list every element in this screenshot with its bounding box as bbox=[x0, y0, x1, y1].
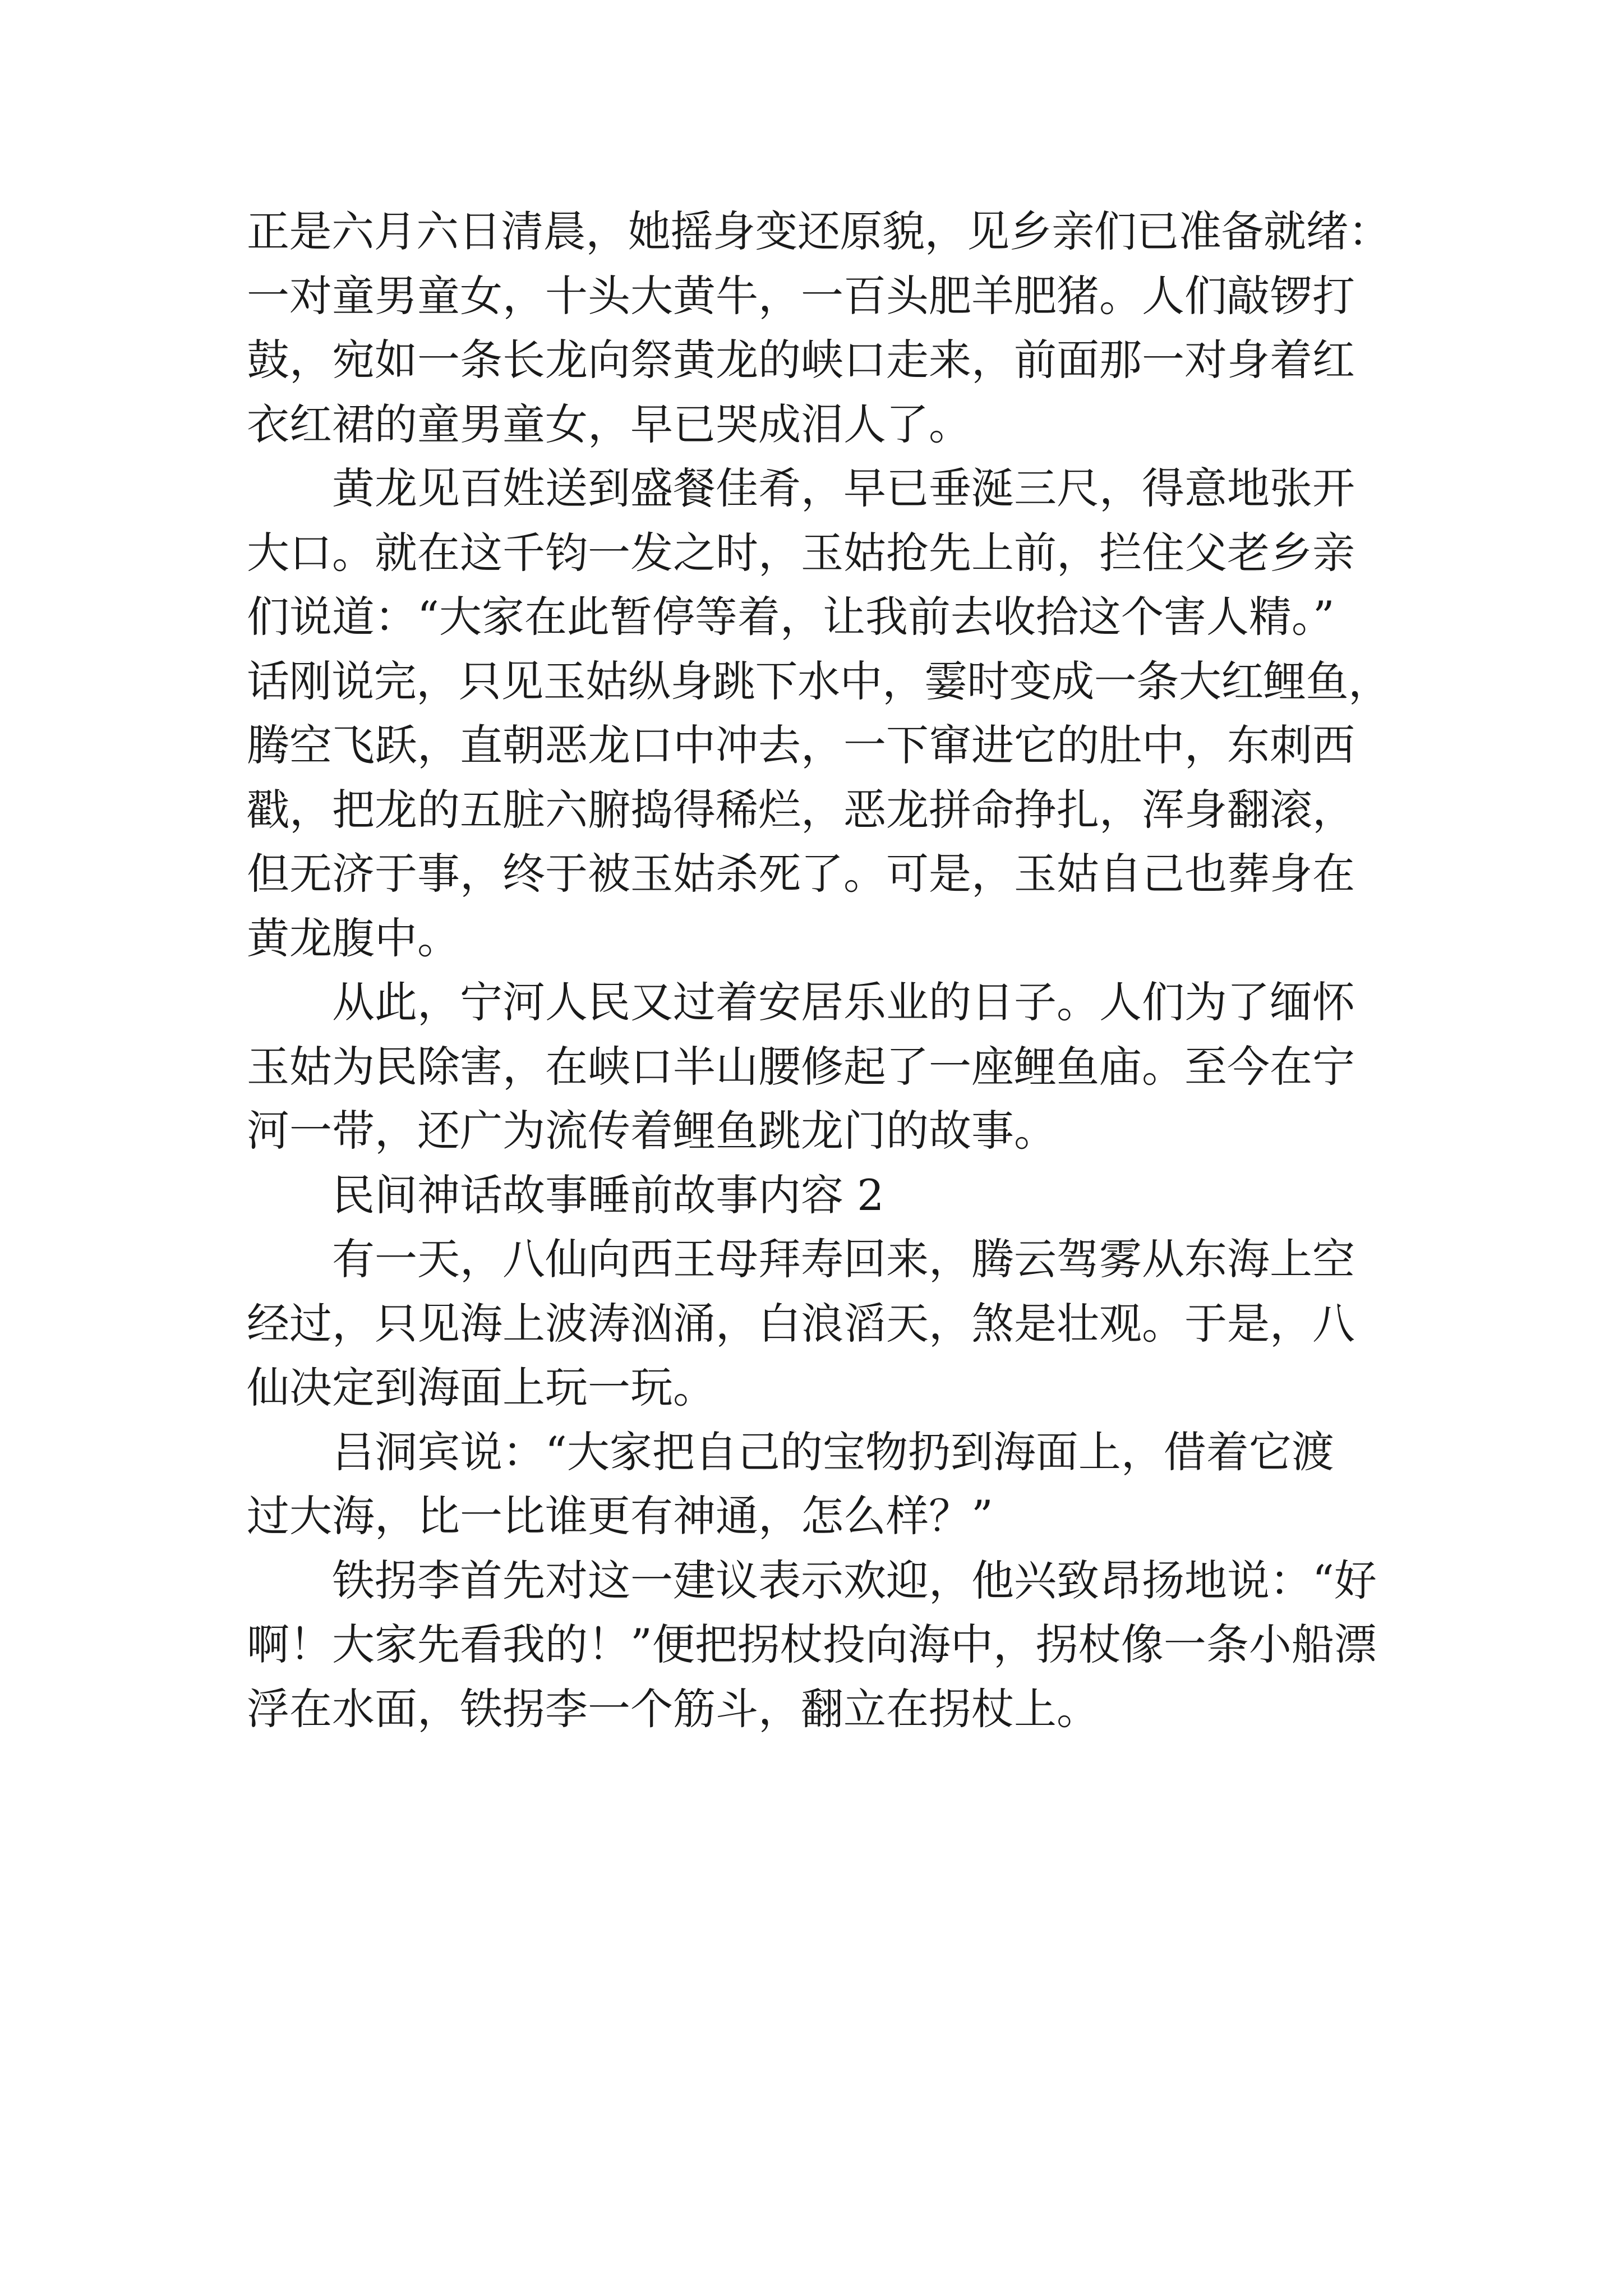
document-body bbox=[247, 200, 1391, 1741]
paragraph bbox=[247, 200, 1391, 457]
text-line: 戳，把龙的五脏六腑捣得稀烂，恶龙拼命挣扎，浑身翻滚， bbox=[247, 784, 1355, 835]
text-line: 从此，宁河人民又过着安居乐业的日子。人们为了缅怀 bbox=[247, 977, 1355, 1027]
text-line: 大口。就在这千钧一发之时，玉姑抢先上前，拦住父老乡亲 bbox=[247, 527, 1355, 578]
text-line: 但无济于事，终于被玉姑杀死了。可是，玉姑自己也葬身在 bbox=[247, 849, 1355, 899]
paragraph bbox=[247, 457, 1391, 970]
text-line: 河一带，还广为流传着鲤鱼跳龙门的故事。 bbox=[247, 1106, 1057, 1156]
paragraph bbox=[247, 1163, 1391, 1228]
text-line: 腾空飞跃，直朝恶龙口中冲去，一下窜进它的肚中，东刺西 bbox=[247, 720, 1355, 770]
text-line: 民间神话故事睡前故事内容 2 bbox=[247, 1170, 884, 1220]
text-line: 仙决定到海面上玩一玩。 bbox=[247, 1363, 716, 1412]
paragraph bbox=[247, 1549, 1391, 1742]
text-line: 有一天，八仙向西王母拜寿回来，腾云驾雾从东海上空 bbox=[247, 1234, 1355, 1284]
text-line: 铁拐李首先对这一建议表示欢迎，他兴致昂扬地说：“好 bbox=[247, 1555, 1377, 1605]
paragraph bbox=[247, 1227, 1391, 1420]
text-line: 经过，只见海上波涛汹涌，白浪滔天，煞是壮观。于是，八 bbox=[247, 1298, 1355, 1349]
text-line: 衣红裙的童男童女，早已哭成泪人了。 bbox=[247, 399, 971, 449]
text-line: 话刚说完，只见玉姑纵身跳下水中，霎时变成一条大红鲤鱼， bbox=[247, 656, 1391, 706]
text-line: 正是六月六日清晨，她摇身变还原貌，见乡亲们已准备就绪： bbox=[247, 206, 1391, 256]
text-line: 吕洞宾说：“大家把自己的宝物扔到海面上，借着它渡 bbox=[247, 1427, 1334, 1477]
text-line: 啊！大家先看我的！”便把拐杖投向海中，拐杖像一条小船漂 bbox=[247, 1619, 1377, 1669]
text-line: 鼓，宛如一条长龙向祭黄龙的峡口走来，前面那一对身着红 bbox=[247, 335, 1355, 385]
paragraph bbox=[247, 970, 1391, 1163]
text-line: 们说道：“大家在此暂停等着，让我前去收拾这个害人精。” bbox=[247, 592, 1335, 642]
text-line: 黄龙见百姓送到盛餐佳肴，早已垂涎三尺，得意地张开 bbox=[247, 463, 1355, 513]
text-line: 黄龙腹中。 bbox=[247, 913, 460, 963]
text-line: 浮在水面，铁拐李一个筋斗，翻立在拐杖上。 bbox=[247, 1683, 1099, 1734]
text-line: 一对童男童女，十头大黄牛，一百头肥羊肥猪。人们敲锣打 bbox=[247, 270, 1355, 321]
paragraph bbox=[247, 1420, 1391, 1549]
text-line: 玉姑为民除害，在峡口半山腰修起了一座鲤鱼庙。至今在宁 bbox=[247, 1041, 1355, 1092]
text-line: 过大海，比一比谁更有神通，怎么样？” bbox=[247, 1491, 993, 1541]
